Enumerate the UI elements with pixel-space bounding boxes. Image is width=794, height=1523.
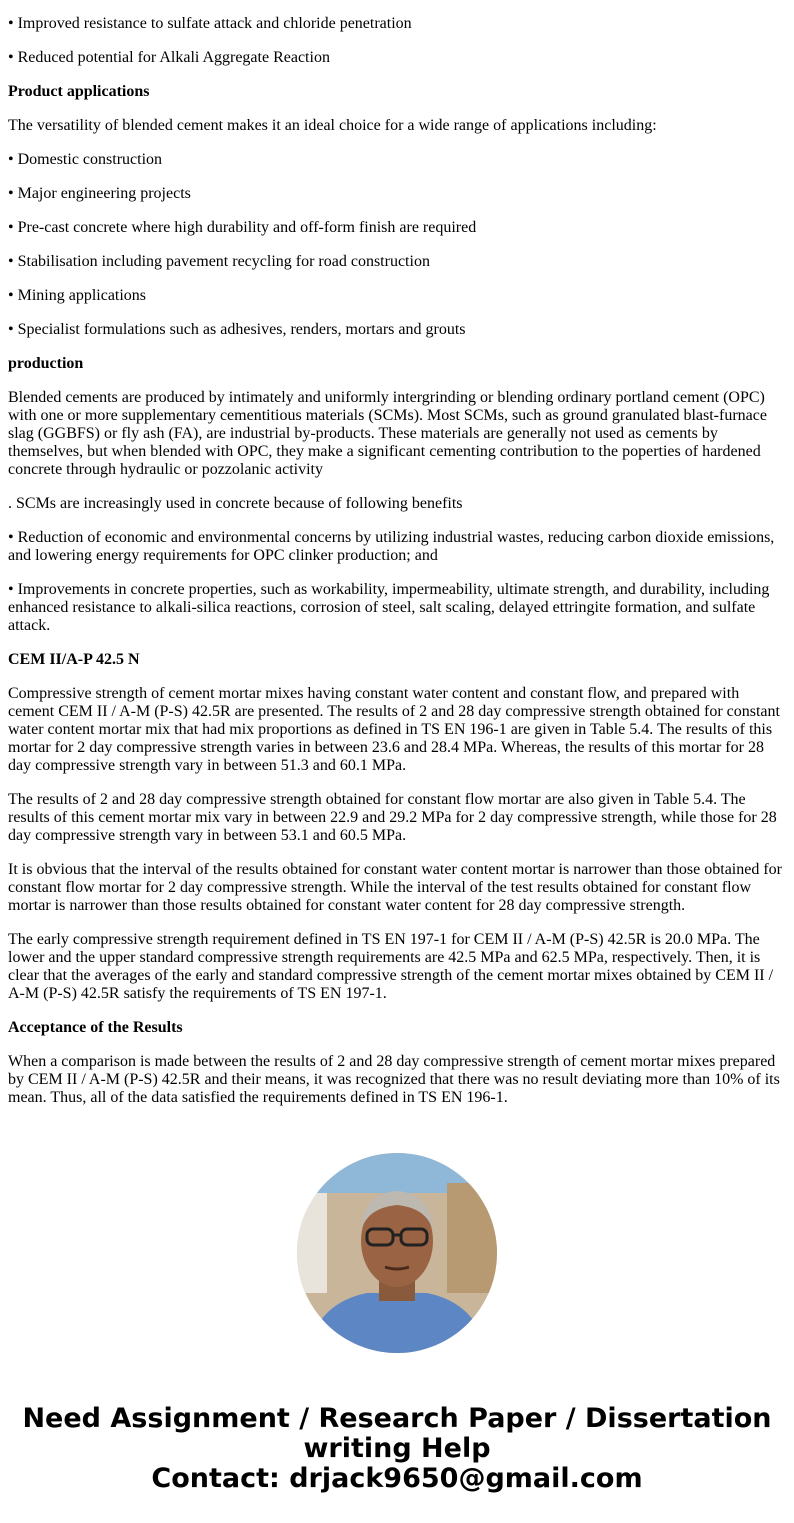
paragraph: Blended cements are produced by intimately and uniformly intergrinding or blending ordinary portland cement (OPC) with one or more supplementary cementitious materials (SCMs). Most SCMs, such as ground granulated blast-furnace slag (GGBFS) or fly ash (FA), are industrial by-products. These materials are generally not used as cements by themselves, but when blended with OPC, they make a significant cementing contribution to the poperties of hardened concrete through hydraulic or pozzolanic activity xyxy=(8,389,767,478)
paragraph: It is obvious that the interval of the results obtained for constant water content mortar is narrower than those obtained for constant flow mortar for 2 day compressive strength. While the interval of the test results obtained for constant flow mortar is narrower than those results obtained for constant water content for 28 day compressive strength. xyxy=(8,861,782,914)
author-photo-container xyxy=(8,1153,786,1353)
paragraph: • Improved resistance to sulfate attack and chloride penetration xyxy=(8,15,412,32)
section-heading xyxy=(8,651,786,669)
section-heading xyxy=(8,1019,786,1037)
article-body xyxy=(8,15,786,1107)
paragraph: When a comparison is made between the results of 2 and 28 day compressive strength of cement mortar mixes prepared by CEM II / A-M (P-S) 42.5R and their means, it was recognized that there was no result deviating more than 10% of its mean. Thus, all of the data satisfied the requirements defined in TS EN 196-1. xyxy=(8,1053,780,1106)
author-avatar xyxy=(297,1153,497,1353)
paragraph: • Domestic construction xyxy=(8,151,163,168)
section-heading xyxy=(8,355,786,373)
contact-banner xyxy=(8,1404,786,1494)
heading-text: production xyxy=(8,355,84,372)
paragraph: The results of 2 and 28 day compressive strength obtained for constant flow mortar are also given in Table 5.4. The results of this cement mortar mix vary in between 22.9 and 29.2 MPa for 2 day compressive strength, while those for 28 day compressive strength vary in between 53.1 and 60.5 MPa. xyxy=(8,791,777,844)
section-heading xyxy=(8,83,786,101)
contact-email: Contact: drjack9650@gmail.com xyxy=(151,1463,643,1494)
paragraph: The early compressive strength requirement defined in TS EN 197-1 for CEM II / A-M (P-S) 42.5R is 20.0 MPa. The lower and the upper standard compressive strength requirements are 42.5 MPa and 62.5 MPa, respectively. Then, it is clear that the averages of the early and standard compressive strength of the cement mortar mixes obtained by CEM II / A-M (P-S) 42.5R satisfy the requirements of TS EN 197-1. xyxy=(8,931,774,1002)
paragraph: • Specialist formulations such as adhesives, renders, mortars and grouts xyxy=(8,321,466,338)
paragraph: • Major engineering projects xyxy=(8,185,191,202)
paragraph: The versatility of blended cement makes it an ideal choice for a wide range of applications including: xyxy=(8,117,657,134)
paragraph: • Stabilisation including pavement recycling for road construction xyxy=(8,253,430,270)
paragraph: Compressive strength of cement mortar mixes having constant water content and constant flow, and prepared with cement CEM II / A-M (P-S) 42.5R are presented. The results of 2 and 28 day compressive strength obtained for constant water content mortar mix that had mix proportions as defined in TS EN 196-1 are given in Table 5.4. The results of this mortar for 2 day compressive strength varies in between 23.6 and 28.4 MPa. Whereas, the results of this mortar for 28 day compressive strength vary in between 51.3 and 60.1 MPa. xyxy=(8,685,780,774)
paragraph: • Reduction of economic and environmental concerns by utilizing industrial wastes, reducing carbon dioxide emissions, and lowering energy requirements for OPC clinker production; and xyxy=(8,529,775,564)
paragraph: • Improvements in concrete properties, such as workability, impermeability, ultimate strength, and durability, including enhanced resistance to alkali-silica reactions, corrosion of steel, salt scaling, delayed ettringite formation, and sulfate attack. xyxy=(8,581,770,634)
paragraph: . SCMs are increasingly used in concrete because of following benefits xyxy=(8,495,463,512)
heading-text: Product applications xyxy=(8,83,150,100)
help-headline: Need Assignment / Research Paper / Dissertation writing Help xyxy=(22,1403,772,1464)
paragraph: • Reduced potential for Alkali Aggregate Reaction xyxy=(8,49,330,66)
heading-text: CEM II/A-P 42.5 N xyxy=(8,651,140,668)
paragraph: • Mining applications xyxy=(8,287,147,304)
heading-text: Acceptance of the Results xyxy=(8,1019,183,1036)
paragraph: • Pre-cast concrete where high durability and off-form finish are required xyxy=(8,219,477,236)
